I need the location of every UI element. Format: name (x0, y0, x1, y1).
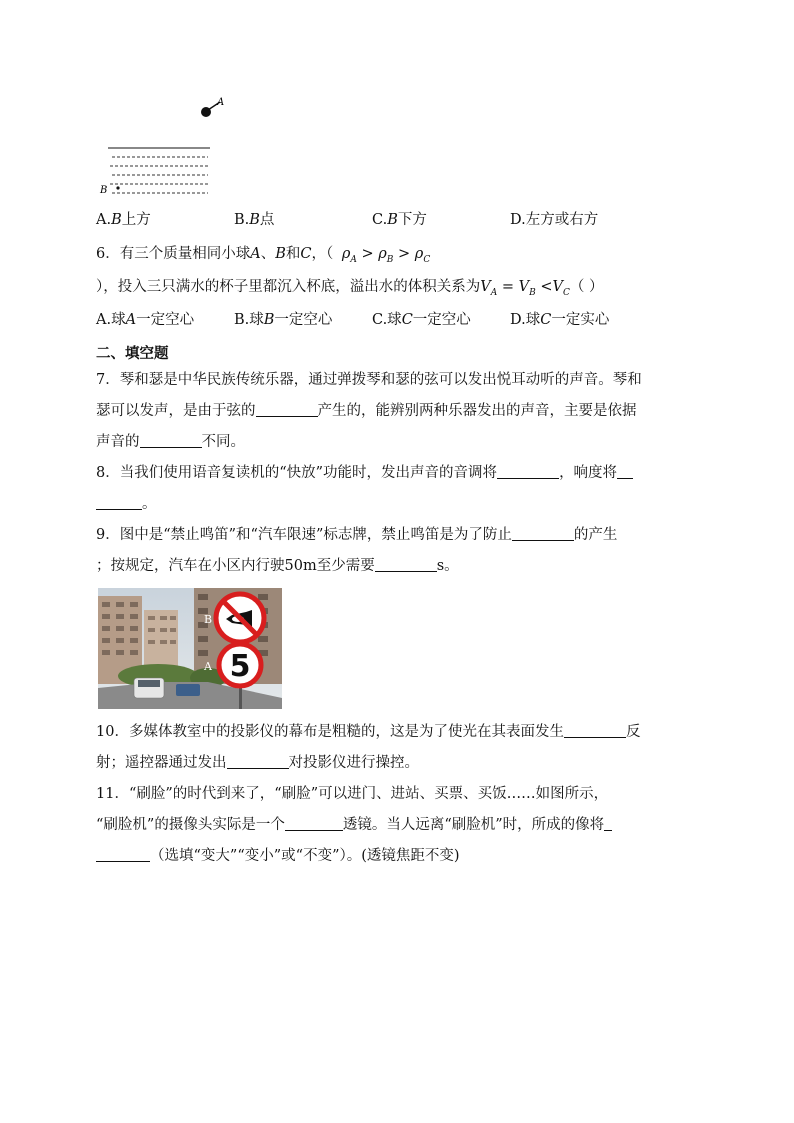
q6-option-d[interactable]: D.球C一定实心 (510, 312, 610, 328)
q8-blank-1[interactable] (497, 464, 559, 479)
sign-label-a: A (204, 660, 212, 673)
density-relation: $\rho_A > \rho_B > \rho_C$ (341, 246, 431, 265)
q8-line-1: 8．当我们使用语音复读机的“快放”功能时，发出声音的音调将 ，响度将 (96, 463, 633, 483)
label-b: B (100, 185, 108, 196)
q7-line-1: 7．琴和瑟是中华民族传统乐器，通过弹拨琴和瑟的弦可以发出悦耳动听的声音。琴和 (96, 372, 642, 388)
q6-line-2: ），投入三只满水的杯子里都沉入杯底，溢出水的体积关系为$V_A = V_B <V_C$（ ） (96, 279, 604, 298)
water-lines (110, 157, 208, 193)
q10-line-2: 射；遥控器通过发出 对投影仪进行操控。 (96, 755, 419, 771)
q9-line-1: 9．图中是“禁止鸣笛”和“汽车限速”标志牌，禁止鸣笛是为了防止 的产生 (96, 527, 618, 543)
q7-line-2: 瑟可以发声，是由于弦的 产生的，能辨别两种乐器发出的声音，主要是依据 (96, 403, 637, 419)
q6-option-a[interactable]: A.球A一定空心 (96, 312, 195, 328)
q11-line-2: “刷脸机”的摄像头实际是一个 透镜。当人远离“刷脸机”时，所成的像将 (96, 815, 612, 835)
q11-blank-2-start[interactable] (604, 816, 612, 831)
q7-line-3: 声音的 不同。 (96, 434, 245, 450)
q5-option-a[interactable]: A.B上方 (96, 212, 151, 228)
q11-line-1: 11．“刷脸”的时代到来了，“刷脸”可以进门、进站、买票、买饭……如图所示， (96, 786, 609, 802)
q11-blank-1[interactable] (285, 816, 343, 831)
no-honking-sign (216, 594, 264, 642)
q5-option-c[interactable]: C.B下方 (372, 212, 427, 228)
speed-limit-value: 5 (229, 649, 251, 684)
q10-line-1: 10．多媒体教室中的投影仪的幕布是粗糙的，这是为了使光在其表面发生 反 (96, 724, 641, 740)
q8-blank-2-start[interactable] (617, 464, 633, 479)
q5-option-d[interactable]: D.左方或右方 (510, 212, 599, 228)
q6-option-b[interactable]: B.球B一定空心 (234, 312, 333, 328)
volume-relation: $V_A = V_B <V_C$ (480, 279, 570, 298)
point-b (116, 186, 119, 189)
q8-line-2: 。 (96, 494, 157, 514)
car-blue (176, 684, 200, 696)
q7-blank-2[interactable] (140, 433, 202, 448)
q7-blank-1[interactable] (256, 402, 318, 417)
speed-limit-sign (219, 644, 261, 686)
q10-blank-1[interactable] (564, 723, 626, 738)
q6-line-1: 6．有三个质量相同小球A、B和C，（ $\rho_A > \rho_B > \rho_C$ (96, 246, 431, 265)
sign-label-b: B (204, 613, 213, 626)
label-a: A (217, 97, 225, 108)
q10-blank-2[interactable] (227, 754, 289, 769)
q11-blank-2-end[interactable] (96, 847, 150, 862)
traffic-sign-photo (98, 588, 282, 709)
q9-blank-1[interactable] (512, 526, 574, 541)
q6-option-c[interactable]: C.球C一定空心 (372, 312, 471, 328)
q9-line-2: ；按规定，汽车在小区内行驶50m至少需要 s。 (96, 558, 459, 574)
section-title: 二、填空题 (96, 346, 169, 362)
q11-line-3: （选填“变大”“变小”或“不变”）。(透镜焦距不变) (96, 846, 460, 866)
q5-figure (96, 96, 236, 200)
q8-blank-2-end[interactable] (96, 495, 142, 510)
q9-blank-2[interactable] (375, 557, 437, 572)
q5-option-b[interactable]: B.B点 (234, 212, 275, 228)
